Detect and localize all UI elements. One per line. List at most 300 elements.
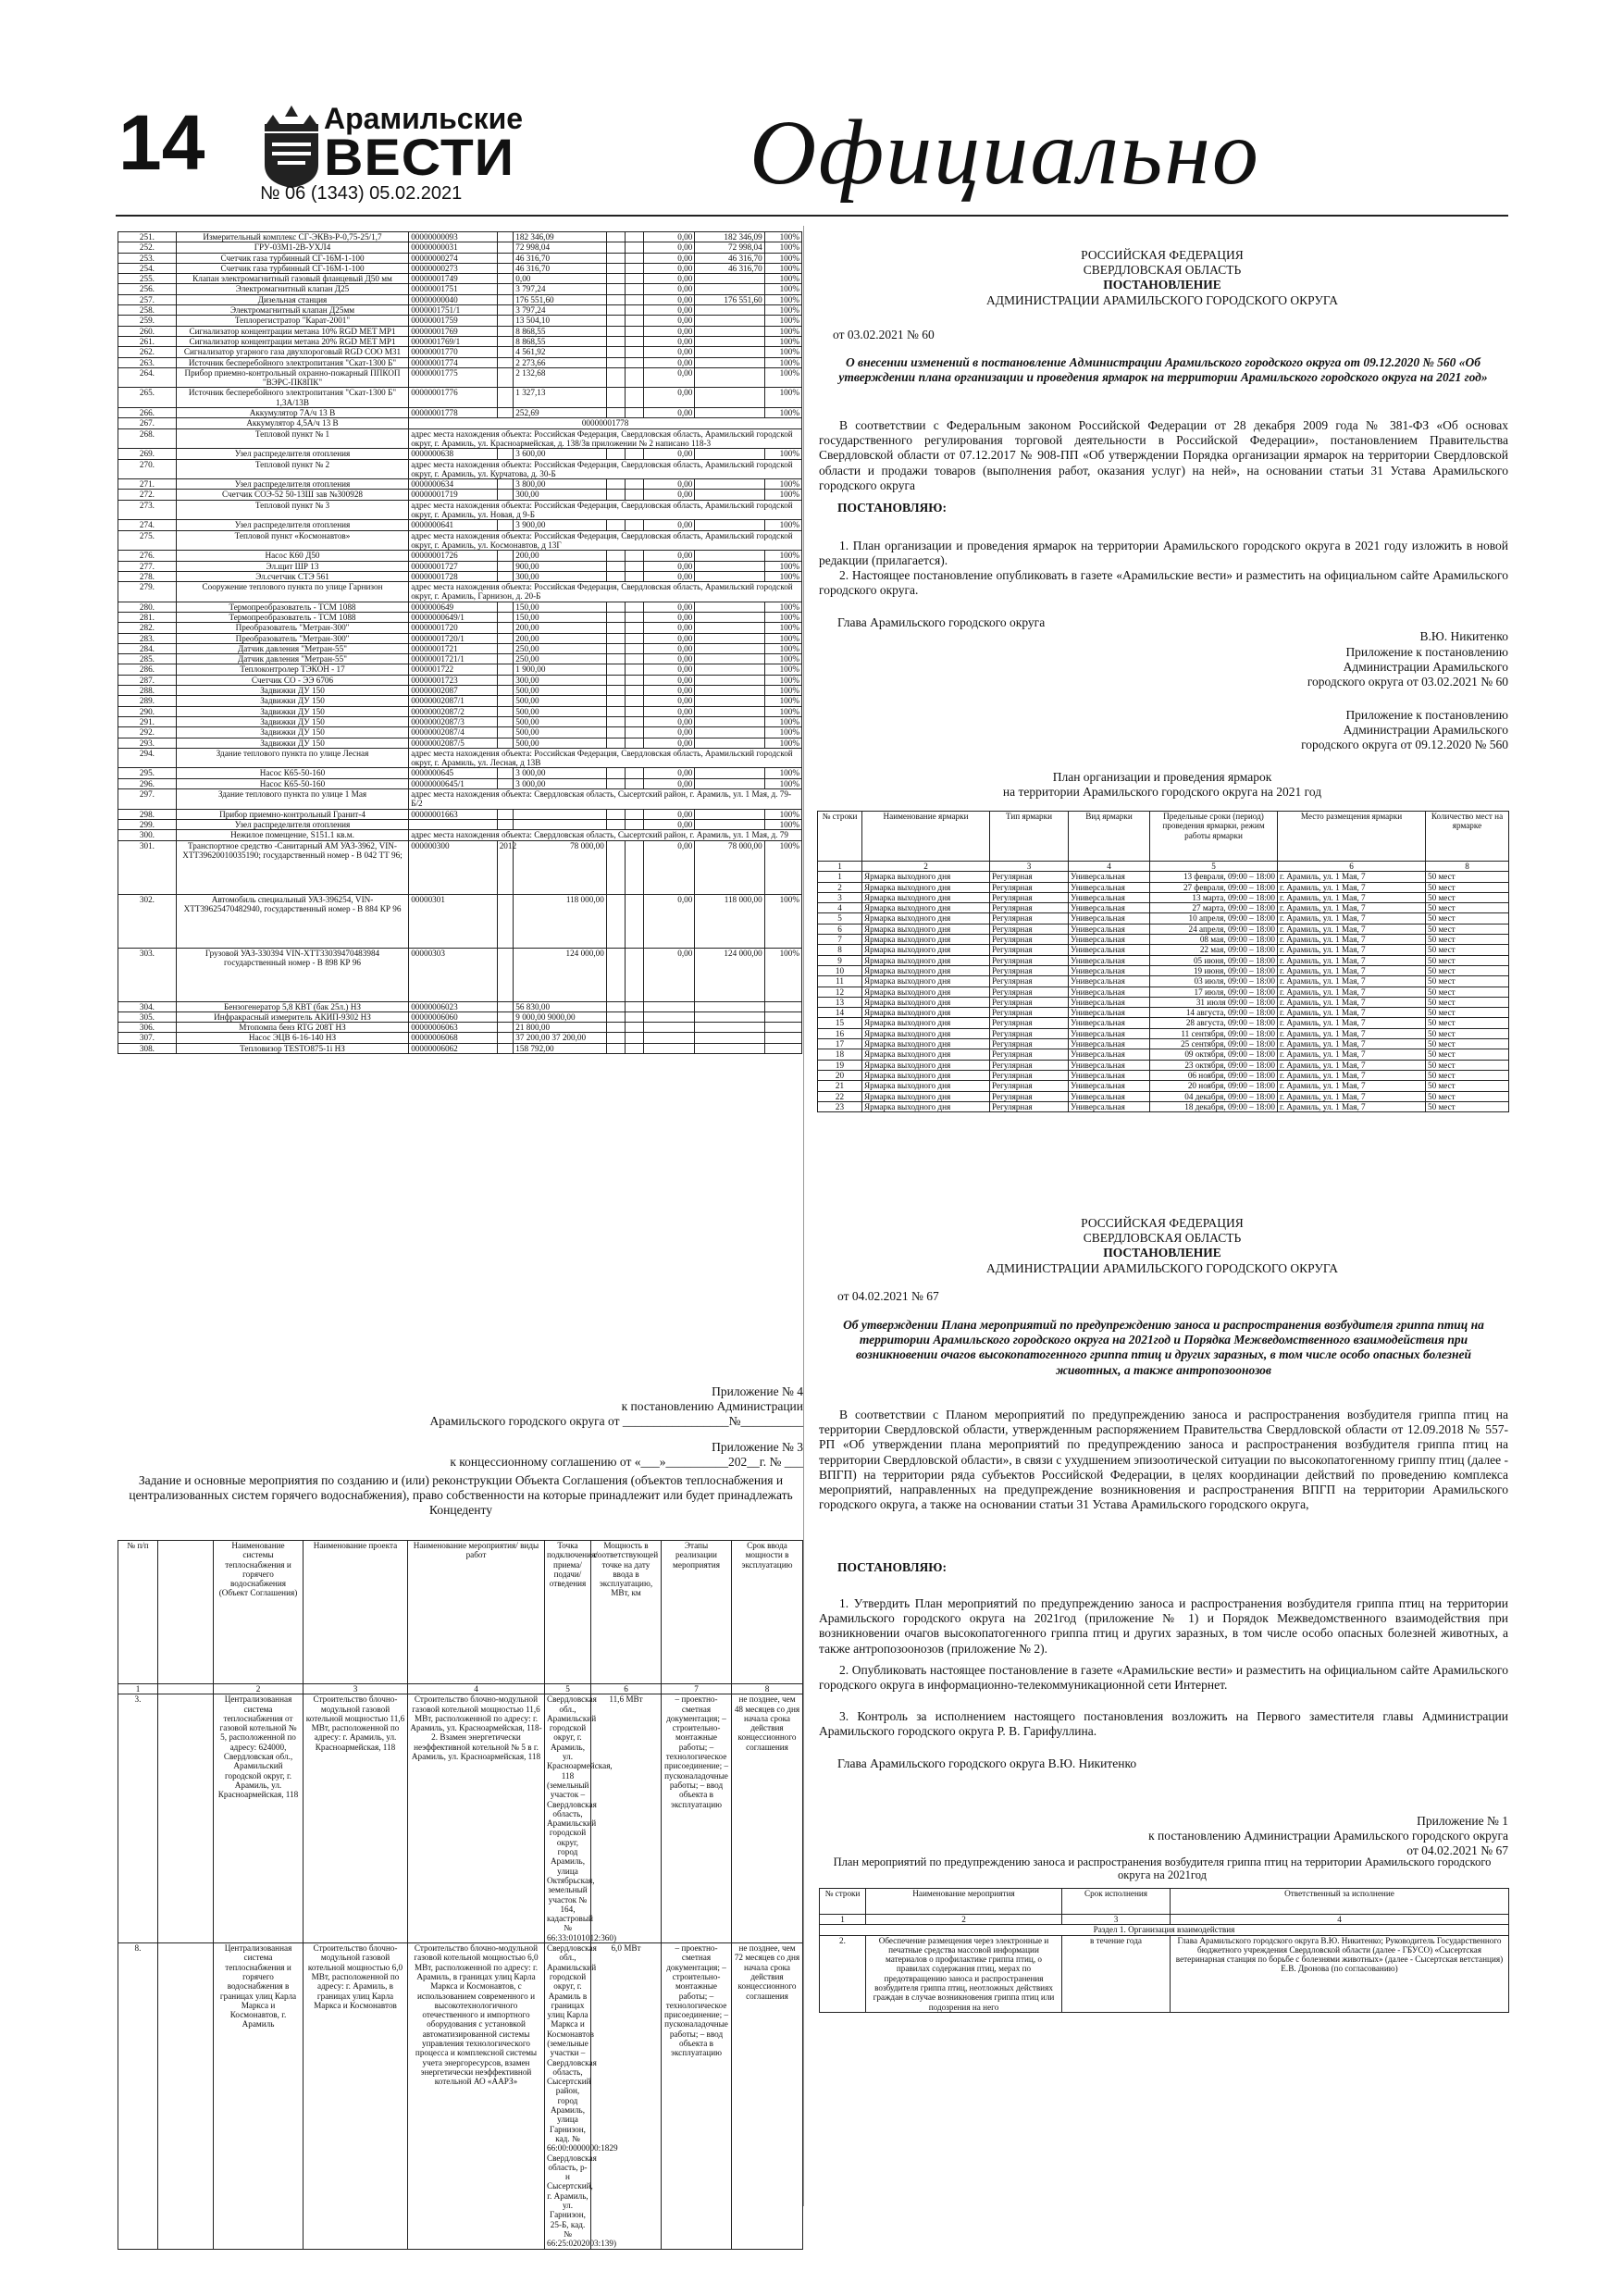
table-row — [118, 1541, 803, 1684]
table-row — [118, 284, 802, 294]
table-cell — [625, 1011, 643, 1022]
table-cell: Регулярная — [990, 892, 1069, 902]
table-cell: 0,00 — [644, 768, 695, 778]
table-cell: 293. — [118, 738, 177, 748]
table-cell: Тепловой пункт № 3 — [176, 500, 408, 520]
table-cell: 300,00 — [514, 675, 607, 685]
table-cell: 100% — [764, 367, 801, 388]
table-cell: 0,00 — [644, 449, 695, 459]
table-cell — [695, 408, 764, 418]
table-cell: 100% — [764, 388, 801, 408]
table-cell: 259. — [118, 316, 177, 326]
doc2-region: СВЕРДЛОВСКАЯ ОБЛАСТЬ — [1083, 1231, 1242, 1246]
doc1-app2-line1: Приложение к постановлению — [1345, 708, 1508, 722]
table-cell: 308. — [118, 1043, 177, 1053]
table-cell: 100% — [764, 479, 801, 490]
table-cell — [625, 551, 643, 561]
table-cell: 124 000,00 — [695, 948, 764, 1001]
table-cell: 00000006062 — [409, 1043, 498, 1053]
table-cell — [497, 347, 514, 357]
table-cell: 100% — [764, 612, 801, 622]
table-cell: 3. — [118, 1694, 158, 1943]
table-cell: 17 — [818, 1039, 862, 1049]
table-cell: 158 792,00 — [514, 1043, 607, 1053]
doc1-resolve: ПОСТАНОВЛЯЮ: — [837, 501, 947, 515]
table-cell: 00000002087/4 — [409, 727, 498, 738]
table-cell: адрес места нахождения объекта: Российская Федерация, Свердловская область, Арамильский городской округ, г. Арамиль, ул. Новая, д 9-Б — [409, 500, 802, 520]
table-cell: адрес места нахождения объекта: Российская Федерация, Свердловская область, Арамильский городской округ, г. Арамиль, ул. Курчатова, д. 30-Б — [409, 459, 802, 479]
table-cell: 278. — [118, 571, 177, 581]
table-cell: Источник бесперебойного электропитания "Скат-1300 Б" 1,3А/13В — [176, 388, 408, 408]
table-row — [118, 1694, 803, 1943]
table-cell: 1 — [820, 1915, 866, 1925]
doc1-preamble: В соответствии с Федеральным законом Российской Федерации от 28 декабря 2009 года № 381-ФЗ «Об основах государственного регулирования торговой деятельности в Российской Федерации», постановлением Правительства Свердловской области от 07.12.2017 № 908-ПП «Об утверждении Порядка организации ярмарок на территории Свердловской области и продажи товаров (выполнения работ, оказания услуг) на ней», на основании статьи 31 Устава Арамильского городского округа — [819, 418, 1508, 492]
doc1-appendix-current — [1157, 645, 1508, 690]
table-cell: 3 900,00 — [514, 520, 607, 530]
table-cell: 100% — [764, 490, 801, 500]
table-cell: 305. — [118, 1011, 177, 1022]
appendix4-line3: Арамильского городского округа от _________________№__________ — [429, 1414, 803, 1429]
table-cell — [625, 274, 643, 284]
table-cell — [606, 336, 625, 346]
table-cell: 0,00 — [644, 326, 695, 336]
table-cell: Регулярная — [990, 955, 1069, 965]
table-cell: 0,00 — [644, 490, 695, 500]
table-cell — [606, 840, 625, 894]
table-cell: 100% — [764, 602, 801, 612]
table-cell — [497, 1033, 514, 1043]
table-cell — [606, 1023, 625, 1033]
table-cell — [606, 1001, 625, 1011]
table-cell: 1 900,00 — [514, 664, 607, 675]
table-row — [118, 830, 802, 840]
table-cell: 2 132,68 — [514, 367, 607, 388]
table-cell: 0,00 — [644, 253, 695, 263]
column-header: Этапы реализации мероприятия — [662, 1541, 732, 1684]
table-cell: 22 — [818, 1091, 862, 1101]
table-cell: 03 июля, 09:00 – 18:00 — [1150, 976, 1278, 987]
doc1-app2-line2: Администрации Арамильского — [1343, 723, 1508, 738]
column-header: Наименование ярмарки — [862, 812, 990, 862]
table-cell: 284. — [118, 643, 177, 653]
table-cell — [695, 449, 764, 459]
table-cell: 50 мест — [1426, 892, 1509, 902]
table-cell: Ярмарка выходного дня — [862, 1018, 990, 1028]
table-cell: 0,00 — [644, 263, 695, 273]
table-cell: Теплоконтролер ТЭКОН - 17 — [176, 664, 408, 675]
table-cell — [695, 819, 764, 829]
table-row — [118, 561, 802, 571]
table-cell: 4 — [1069, 862, 1150, 872]
table-cell: адрес места нахождения объекта: Российская Федерация, Свердловская область, Арамильский городской округ, г. Арамиль, ул. Лесная, д 13В — [409, 748, 802, 768]
table-cell: 1 327,13 — [514, 388, 607, 408]
table-cell: 14 августа, 09:00 – 18:00 — [1150, 1008, 1278, 1018]
table-cell: 06 ноября, 09:00 – 18:00 — [1150, 1070, 1278, 1080]
table-cell: 18 декабря, 09:00 – 18:00 — [1150, 1101, 1278, 1111]
table-cell — [625, 316, 643, 326]
table-cell: г. Арамиль, ул. 1 Мая, 7 — [1278, 924, 1426, 934]
table-row — [118, 336, 802, 346]
table-cell: 100% — [764, 274, 801, 284]
table-cell — [625, 449, 643, 459]
table-cell: Аккумулятор 7А/ч 13 В — [176, 408, 408, 418]
table-cell: 9 000,00 9000,00 — [514, 1011, 607, 1022]
table-cell: 00000001728 — [409, 571, 498, 581]
table-cell: Узел распределителя отопления — [176, 819, 408, 829]
table-cell — [695, 675, 764, 685]
table-cell: 272. — [118, 490, 177, 500]
table-cell — [606, 664, 625, 675]
table-cell: 0,00 — [644, 232, 695, 242]
table-cell — [497, 716, 514, 726]
bird-flu-plan-table — [819, 1888, 1509, 2013]
table-cell — [497, 1043, 514, 1053]
table-cell: Централизованная система теплоснабжения и горячего водоснабжения в границах улиц Карла Маркса и Космонавтов, г. Арамиль — [214, 1943, 304, 2250]
table-cell: 100% — [764, 357, 801, 367]
table-cell: 14 — [818, 1008, 862, 1018]
table-cell: 25 сентября, 09:00 – 18:00 — [1150, 1039, 1278, 1049]
table-cell: 50 мест — [1426, 945, 1509, 955]
column-header: № п/п — [118, 1541, 158, 1684]
table-cell: 150,00 — [514, 612, 607, 622]
table-cell — [158, 1943, 214, 2250]
table-row — [118, 738, 802, 748]
table-cell — [606, 686, 625, 696]
table-cell: Задвижки ДУ 150 — [176, 696, 408, 706]
table-cell: 50 мест — [1426, 1018, 1509, 1028]
table-cell: – проектно-сметная документация; – строительно-монтажные работы; – технологическое присоединение; – пусконаладочные работы; – ввод объекта в эксплуатацию — [662, 1943, 732, 2250]
table-cell — [695, 643, 764, 653]
table-cell — [695, 716, 764, 726]
doc2-item2: 2. Опубликовать настоящее постановление в газете «Арамильские вести» и разместить на официальном сайте Арамильского городского округа в информационно-телекоммуникационной сети Интернет. — [819, 1663, 1508, 1693]
column-header: Ответственный за исполнение — [1171, 1889, 1509, 1915]
table-cell: Сигнализатор концентрации метана 20% RGD MET MP1 — [176, 336, 408, 346]
table-cell: 5 — [1150, 862, 1278, 872]
table-cell — [497, 819, 514, 829]
table-cell: 263. — [118, 357, 177, 367]
table-row — [820, 1925, 1509, 1935]
table-cell: Регулярная — [990, 965, 1069, 975]
table-row — [118, 530, 802, 551]
table-cell — [606, 520, 625, 530]
table-cell: 00000002087 — [409, 686, 498, 696]
table-cell: 283. — [118, 633, 177, 643]
table-cell: Счетчик СО - ЭЭ 6706 — [176, 675, 408, 685]
table-cell: 268. — [118, 428, 177, 449]
table-cell: 50 мест — [1426, 903, 1509, 913]
table-cell: Преобразователь "Метран-300" — [176, 623, 408, 633]
table-cell: 5 — [818, 913, 862, 924]
table-cell: 6 — [591, 1684, 662, 1694]
table-cell — [625, 408, 643, 418]
table-cell: 6,0 МВт — [591, 1943, 662, 2250]
table-cell: 00000001663 — [409, 809, 498, 819]
table-cell: 900,00 — [514, 561, 607, 571]
table-cell: Регулярная — [990, 1008, 1069, 1018]
table-cell — [625, 633, 643, 643]
table-cell: 269. — [118, 449, 177, 459]
table-row — [118, 727, 802, 738]
table-cell — [695, 809, 764, 819]
table-cell: Регулярная — [990, 987, 1069, 997]
table-cell: Регулярная — [990, 1070, 1069, 1080]
table-cell: Регулярная — [990, 997, 1069, 1007]
table-row — [118, 1011, 802, 1022]
table-cell: 282. — [118, 623, 177, 633]
issue-number: № 06 (1343) 05.02.2021 — [260, 183, 463, 204]
table-cell: 00000001719 — [409, 490, 498, 500]
table-row — [818, 1081, 1509, 1091]
table-cell — [695, 336, 764, 346]
table-cell: 100% — [764, 696, 801, 706]
table-cell: 0,00 — [644, 520, 695, 530]
table-cell: Регулярная — [990, 935, 1069, 945]
table-cell: Сигнализатор угарного газа двухпороговый RGD COO M31 — [176, 347, 408, 357]
doc2-title: Об утверждении Плана мероприятий по предупреждению заноса и распространения возбудителя гриппа птиц на территории Арамильского городского округа на 2021год и Порядка Межведомственного взаимодействия при возникновении очагов высокопатогенного гриппа птиц и других заразных, в том числе особо опасных болезней животных, а также антропозоонозов — [843, 1318, 1484, 1377]
table-row — [118, 459, 802, 479]
table-cell: Насос К65-50-160 — [176, 778, 408, 788]
table-cell: 254. — [118, 263, 177, 273]
table-cell: Ярмарка выходного дня — [862, 892, 990, 902]
table-cell — [606, 388, 625, 408]
table-cell: 2 — [818, 882, 862, 892]
table-cell: 100% — [764, 232, 801, 242]
table-cell: Регулярная — [990, 882, 1069, 892]
table-cell — [497, 520, 514, 530]
table-cell: Централизованная система теплоснабжения от газовой котельной № 5, расположенной по адресу: 624000, Свердловская обл., Арамильский городской округ, г. Арамиль, ул. Красноармейская, 118 — [214, 1694, 304, 1943]
table-cell: Прибор приемно-контрольный охранно-пожарный ППКОП "ВЭРС-ПК8ПК" — [176, 367, 408, 388]
table-cell — [764, 1023, 801, 1033]
table-row — [118, 500, 802, 520]
table-cell — [644, 1023, 695, 1033]
table-cell: 00000002087/3 — [409, 716, 498, 726]
table-cell — [606, 242, 625, 253]
column-header: № строки — [818, 812, 862, 862]
table-cell: Преобразователь "Метран-300" — [176, 633, 408, 643]
table-cell: 250,00 — [514, 654, 607, 664]
doc1-authority: АДМИНИСТРАЦИИ АРАМИЛЬСКОГО ГОРОДСКОГО ОКРУГА — [986, 292, 1338, 307]
table-cell: 4 561,92 — [514, 347, 607, 357]
table-cell — [625, 602, 643, 612]
table-row — [118, 274, 802, 284]
table-cell: 0,00 — [644, 664, 695, 675]
doc1-app1-line2: Администрации Арамильского — [1343, 660, 1508, 675]
table-cell — [497, 232, 514, 242]
table-cell — [625, 479, 643, 490]
table-cell: г. Арамиль, ул. 1 Мая, 7 — [1278, 1060, 1426, 1070]
table-cell: 265. — [118, 388, 177, 408]
table-cell — [695, 633, 764, 643]
table-row — [118, 778, 802, 788]
table-row — [818, 1091, 1509, 1101]
table-cell: 100% — [764, 347, 801, 357]
table-cell: 182 346,09 — [695, 232, 764, 242]
table-cell: 0,00 — [644, 408, 695, 418]
table-cell: 500,00 — [514, 716, 607, 726]
table-cell: Насос ЭЦВ 6-16-140 НЗ — [176, 1033, 408, 1043]
table-cell: 306. — [118, 1023, 177, 1033]
table-cell — [497, 727, 514, 738]
table-cell: 100% — [764, 242, 801, 253]
table-row — [118, 263, 802, 273]
appendix4-block — [278, 1384, 803, 1430]
table-cell — [625, 1023, 643, 1033]
doc1-type: ПОСТАНОВЛЕНИЕ — [1103, 278, 1221, 292]
table-cell: 291. — [118, 716, 177, 726]
table-cell: Универсальная — [1069, 882, 1150, 892]
table-cell: 8 — [818, 945, 862, 955]
table-cell: 0,00 — [644, 809, 695, 819]
table-cell: Ярмарка выходного дня — [862, 1091, 990, 1101]
table-cell — [497, 357, 514, 367]
table-row — [820, 1889, 1509, 1915]
table-cell: г. Арамиль, ул. 1 Мая, 7 — [1278, 882, 1426, 892]
table-cell — [497, 623, 514, 633]
table-cell — [625, 643, 643, 653]
table-cell: 0,00 — [644, 819, 695, 829]
table-cell: Универсальная — [1069, 1081, 1150, 1091]
table-cell — [606, 408, 625, 418]
table-cell: 1 — [118, 1684, 158, 1694]
table-cell — [625, 675, 643, 685]
table-cell: 50 мест — [1426, 1008, 1509, 1018]
table-cell: Регулярная — [990, 945, 1069, 955]
table-cell: 100% — [764, 326, 801, 336]
table-cell: 500,00 — [514, 727, 607, 738]
table-cell — [497, 686, 514, 696]
table-cell — [497, 675, 514, 685]
table-cell: 00000001775 — [409, 367, 498, 388]
table-cell — [497, 316, 514, 326]
table-cell: Нежилое помещение, S151.1 кв.м. — [176, 830, 408, 840]
table-cell — [625, 305, 643, 316]
table-row — [818, 997, 1509, 1007]
table-cell: г. Арамиль, ул. 1 Мая, 7 — [1278, 1091, 1426, 1101]
table-cell: – проектно-сметная документация; – строительно-монтажные работы; – технологическое присоединение; – пусконаладочные работы; – ввод объекта в эксплуатацию — [662, 1694, 732, 1943]
table-cell: Регулярная — [990, 1039, 1069, 1049]
table-cell: Инфракрасный измеритель АКИП-9302 НЗ — [176, 1011, 408, 1022]
table-cell: Источник бесперебойного электропитания "Скат-1300 Б" — [176, 357, 408, 367]
doc2-app-line2: к постановлению Администрации Арамильского городского округа — [1148, 1829, 1508, 1843]
table-cell: 0000000641 — [409, 520, 498, 530]
table-cell: 0,00 — [644, 727, 695, 738]
table-cell: Насос К60 Д50 — [176, 551, 408, 561]
table-cell — [695, 602, 764, 612]
table-cell: 0000000638 — [409, 449, 498, 459]
table-row — [118, 520, 802, 530]
doc1-country: РОССИЙСКАЯ ФЕДЕРАЦИЯ — [1081, 248, 1244, 262]
table-cell: 8 868,55 — [514, 326, 607, 336]
table-cell: Универсальная — [1069, 987, 1150, 997]
table-cell: 100% — [764, 571, 801, 581]
table-cell — [497, 561, 514, 571]
table-cell: 0,00 — [644, 294, 695, 304]
doc2-country: РОССИЙСКАЯ ФЕДЕРАЦИЯ — [1081, 1216, 1244, 1230]
table-cell: 2 — [862, 862, 990, 872]
table-row — [118, 1043, 802, 1053]
table-row — [118, 253, 802, 263]
table-cell: 00000001759 — [409, 316, 498, 326]
table-cell: 56 830,00 — [514, 1001, 607, 1011]
table-row — [118, 1023, 802, 1033]
table-cell: 4 — [1171, 1915, 1509, 1925]
table-cell: 260. — [118, 326, 177, 336]
table-cell: г. Арамиль, ул. 1 Мая, 7 — [1278, 913, 1426, 924]
table-cell: 27 марта, 09:00 – 18:00 — [1150, 903, 1278, 913]
table-cell: 00000001751 — [409, 284, 498, 294]
table-row — [118, 602, 802, 612]
table-cell: 27 февраля, 09:00 – 18:00 — [1150, 882, 1278, 892]
table-cell — [695, 571, 764, 581]
table-cell: 256. — [118, 284, 177, 294]
table-cell: 3 000,00 — [514, 778, 607, 788]
table-cell: Универсальная — [1069, 1101, 1150, 1111]
table-cell: 200,00 — [514, 633, 607, 643]
table-cell: г. Арамиль, ул. 1 Мая, 7 — [1278, 1008, 1426, 1018]
table-cell — [606, 232, 625, 242]
table-cell: 264. — [118, 367, 177, 388]
table-cell: Сооружение теплового пункта по улице Гарнизон — [176, 582, 408, 602]
table-cell — [625, 894, 643, 948]
appendix3-line1: Приложение № 3 — [712, 1440, 803, 1454]
table-cell — [695, 305, 764, 316]
table-cell: Ярмарка выходного дня — [862, 1081, 990, 1091]
column-header: Вид ярмарки — [1069, 812, 1150, 862]
concession-title: Задание и основные мероприятия по созданию и (или) реконструкции Объекта Соглашения (объектов теплоснабжения и централизованных систем горячего водоснабжения), право собственности на которые принадлежит или будет принадлежать Концеденту — [129, 1473, 793, 1518]
table-cell: Ярмарка выходного дня — [862, 955, 990, 965]
concession-table — [118, 1540, 803, 2250]
table-cell — [606, 809, 625, 819]
table-row — [118, 675, 802, 685]
table-cell: Эл.щит ШР 13 — [176, 561, 408, 571]
doc1-date: от 03.02.2021 № 60 — [833, 328, 935, 341]
fair-plan-title — [816, 770, 1508, 800]
doc1-appendix-previous — [1157, 708, 1508, 753]
column-header: Наименование мероприятия/ виды работ — [408, 1541, 545, 1684]
table-cell: адрес места нахождения объекта: Российская Федерация, Свердловская область, Арамильский городской округ, г. Арамиль, Гарнизон, д. 20-Б — [409, 582, 802, 602]
table-cell — [497, 696, 514, 706]
table-cell — [497, 768, 514, 778]
column-header: Точка подключения/ приема/ подачи/ отведения — [545, 1541, 591, 1684]
table-cell — [497, 479, 514, 490]
table-cell — [625, 284, 643, 294]
table-cell: 04 декабря, 09:00 – 18:00 — [1150, 1091, 1278, 1101]
table-cell: 13 504,10 — [514, 316, 607, 326]
table-cell: Электромагнитный клапан Д25мм — [176, 305, 408, 316]
table-cell: 23 октября, 09:00 – 18:00 — [1150, 1060, 1278, 1070]
table-cell: Строительство блочно-модульной газовой котельной мощностью 11,6 МВт, расположенной по адресу: г. Арамиль, ул. Красноармейская, 118 — [304, 1694, 408, 1943]
table-cell: 0,00 — [644, 778, 695, 788]
table-cell: 252,69 — [514, 408, 607, 418]
table-cell: 1 — [818, 872, 862, 882]
table-cell — [625, 242, 643, 253]
table-cell: адрес места нахождения объекта: Российская Федерация, Свердловская область, Арамильский городской округ, г. Арамиль, ул. Красноармейская, д. 138/3в приложении № 2 написано 118-3 — [409, 428, 802, 449]
table-cell: 50 мест — [1426, 1060, 1509, 1070]
appendix3-block — [278, 1440, 803, 1470]
table-cell: 0,00 — [644, 571, 695, 581]
table-cell: 00000001778 — [409, 418, 802, 428]
table-cell: 0,00 — [644, 316, 695, 326]
table-cell — [695, 479, 764, 490]
table-cell: 3 — [1062, 1915, 1171, 1925]
table-cell: Тепловой пункт № 2 — [176, 459, 408, 479]
doc1-app1-line3: городского округа от 03.02.2021 № 60 — [1307, 675, 1508, 689]
table-cell — [606, 263, 625, 273]
table-cell: Транспортное средство -Санитарный АМ УАЗ-3962, VIN- XTT39620010035190; государственный номер - В 042 ТТ 96; — [176, 840, 408, 894]
table-cell: 5 — [545, 1684, 591, 1694]
table-row — [118, 418, 802, 428]
table-cell — [695, 654, 764, 664]
